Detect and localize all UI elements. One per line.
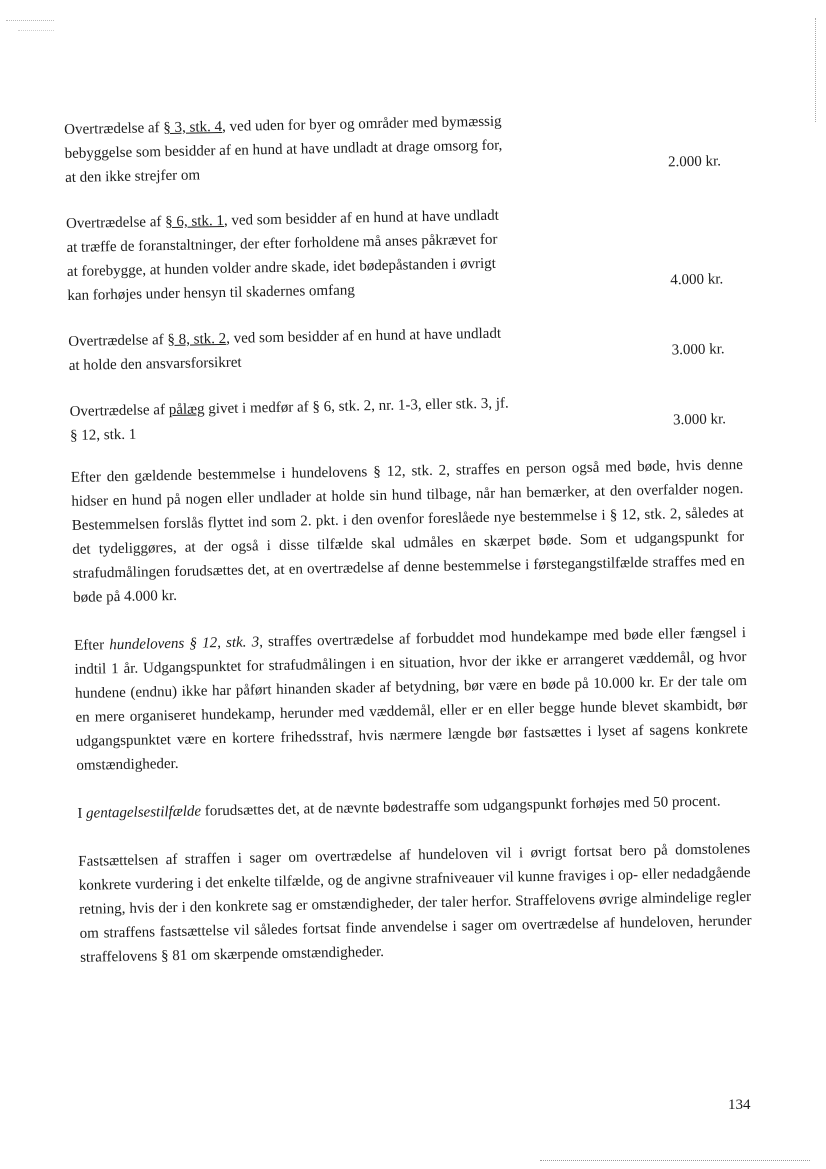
- page-number: 134: [728, 1097, 751, 1113]
- scan-artifact: [815, 18, 816, 122]
- scan-artifact: [540, 1160, 810, 1161]
- law-reference: § 3, stk. 4: [163, 118, 223, 137]
- fine-rule-text: Overtrædelse af § 8, stk. 2, ved som besidder af en hund at have undladt at holde den ansvarsforsikret: [68, 325, 502, 374]
- page-content: [64, 105, 771, 994]
- fine-amount: 3.000 kr.: [671, 341, 725, 359]
- fine-rule-text: Overtrædelse af pålæg givet i medfør af § 6, stk. 2, nr. 1-3, eller stk. 3, jf. § 12, stk. 1: [69, 395, 509, 444]
- fine-rule-item: [64, 105, 755, 190]
- law-reference: § 6, stk. 1: [165, 212, 225, 231]
- fine-rule-item: [69, 387, 760, 448]
- paragraph-body: I gentagelsestilfælde forudsættes det, at de nævnte bødestraffe som udgangspunkt forhøjes med 50 procent.: [77, 793, 721, 822]
- fine-amount: 4.000 kr.: [670, 271, 724, 289]
- paragraph-body: Efter den gældende bestemmelse i hundelovens § 12, stk. 2, straffes en person også med bøde, hvis denne hidser en hund på nogen eller undlader at holde sin hund tilbage, når han bemærker, at den overfalder nogen. Bestemmelsen forslås flyttet ind som 2. pkt. i den ovenfor foreslåede nye bestemmelse i § 12, stk. 2, således at det tydeliggøres, at der også i disse tilfælde skal udmåles en skærpet bøde. Som et udgangspunkt for strafudmålingen forudsættes det, at en overtrædelse af denne bestemmelse i førstegangstilfælde straffes med en bøde på 4.000 kr.: [70, 457, 745, 606]
- law-reference: pålæg: [168, 401, 205, 419]
- scan-artifact: [6, 20, 54, 21]
- law-reference: § 8, stk. 2: [167, 330, 227, 349]
- fine-amount: 3.000 kr.: [672, 411, 727, 429]
- fine-rule-text: Overtrædelse af § 3, stk. 4, ved uden for byer og områder med bymæssig bebyggelse som besidder af en hund at have undladt at drage omsorg for, at den ikke strejfer om: [64, 113, 503, 186]
- law-reference-italic: hundelovens § 12, stk. 3,: [109, 634, 264, 654]
- fine-amount: 2.000 kr.: [667, 153, 722, 171]
- fine-rule-text: Overtrædelse af § 6, stk. 1, ved som besidder af en hund at have undladt at træffe de foranstaltninger, der efter forholdene må anses påkrævet for at forebygge, at hunden volder andre skade, idet bødepåstanden i øvrigt kan forhøjes under hensyn til skadernes omfang: [65, 207, 499, 304]
- emphasis-term: gentagelsestilfælde: [85, 803, 202, 822]
- paragraph-body: Fastsættelsen af straffen i sager om overtrædelse af hundeloven vil i øvrigt fortsat bero på domstolenes konkrete vurdering i det enkelte tilfælde, og de angivne strafniveauer vil kunne fraviges i op- eller nedadgående retning, hvis der i den konkrete sag er omstændigheder, der taler herfor. Straffelovens øvrige almindelige regler om straffens fastsættelse vil således fortsat finde anvendelse i sager om overtrædelse af hundeloven, herunder straffelovens § 81 om skærpende omstændigheder.: [78, 840, 752, 966]
- scan-artifact: [18, 30, 54, 31]
- fine-rule-item: [68, 317, 759, 378]
- paragraph-body: Efter hundelovens § 12, stk. 3, straffes overtrædelse af forbuddet mod hundekampe med bøde eller fængsel i indtil 1 år. Udgangspunktet for strafudmålingen i en situation, hvor der ikke er arrangeret væddemål, og hvor hundene (endnu) ikke har påført hinanden skader af betydning, bør være en bøde på 10.000 kr. Er der tale om en mere organiseret hundekamp, herunder med væddemål, eller er en eller begge hunde blevet skambidt, bør udgangspunktet være en kortere frihedsstraf, hvis nærmere længde bør fastsættes i lyset af sagens konkrete omstændigheder.: [73, 625, 749, 774]
- fine-rule-item: [66, 199, 758, 308]
